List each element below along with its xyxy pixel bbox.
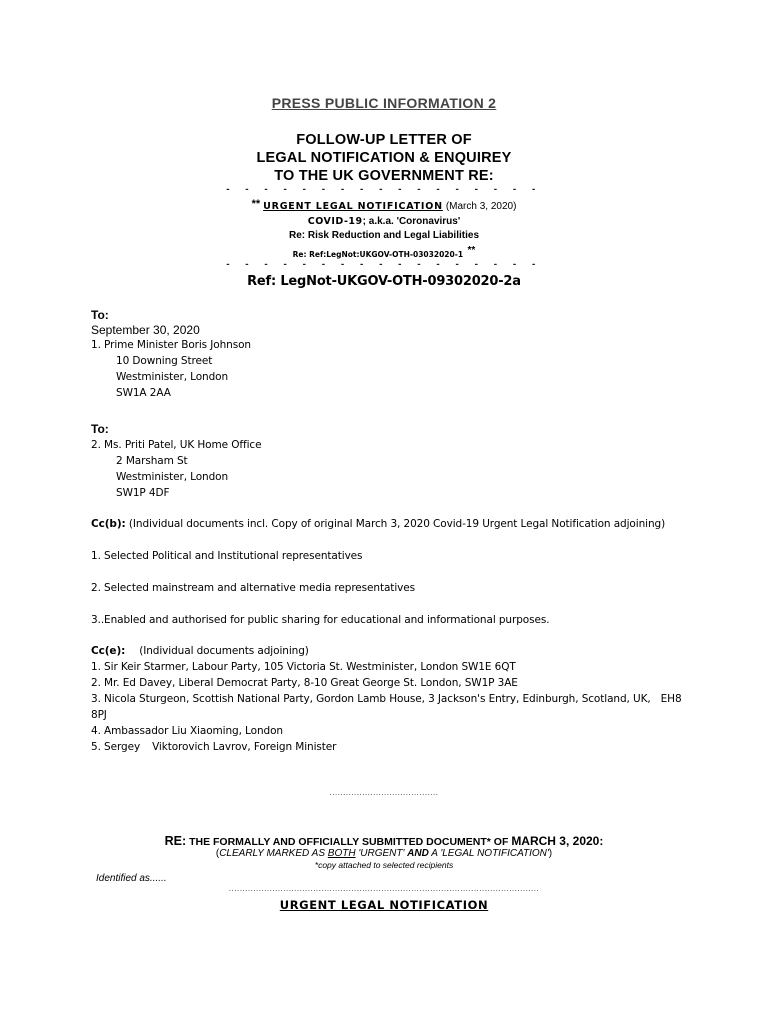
clearly-text-2: 'URGENT': [355, 848, 408, 859]
cce-item-postcode: EH8: [660, 693, 682, 705]
reference-number: Ref: LegNot-UKGOV-OTH-09302020-2a: [247, 274, 521, 289]
to-label: To:: [91, 308, 109, 322]
dotted-line: ..................................................................................................................: [228, 884, 540, 893]
clearly-marked-line: [0, 848, 768, 859]
covid-line: [0, 216, 768, 227]
urgent-date: (March 3, 2020): [445, 201, 517, 212]
document-title: PRESS PUBLIC INFORMATION 2: [271, 95, 497, 111]
clearly-and: AND: [407, 848, 429, 859]
recipient-block-2: [91, 422, 261, 501]
ccb-item: 1. Selected Political and Institutional representatives: [91, 550, 363, 562]
dash-divider-top: - - - - - - - - - - - - - - - - -: [226, 184, 542, 195]
urgent-label: URGENT LEGAL NOTIFICATION: [263, 201, 443, 212]
clearly-both: BOTH: [327, 848, 356, 859]
old-ref: Re: Ref:LegNot:UKGOV-OTH-03032020-1: [292, 250, 464, 259]
ccb-item: 2. Selected mainstream and alternative media representatives: [91, 582, 415, 594]
ccb-line: [91, 516, 731, 532]
followup-line-1: FOLLOW-UP LETTER OF: [296, 132, 472, 148]
urgent-legal-notification-heading: URGENT LEGAL NOTIFICATION: [279, 898, 489, 912]
cce-item-first: 5. Sergey: [91, 741, 141, 753]
to-label: To:: [91, 422, 109, 436]
followup-line-3: TO THE UK GOVERNMENT RE:: [274, 168, 494, 184]
ccb-text: (Individual documents incl. Copy of original March 3, 2020 Covid-19 Urgent Legal Notification adjoining): [125, 518, 666, 530]
cce-item: [91, 691, 691, 707]
identified-as: Identified as......: [96, 873, 167, 884]
dotted-separator: ........................................: [329, 788, 439, 797]
cce-line: [91, 643, 309, 659]
cce-item: 2. Mr. Ed Davey, Liberal Democrat Party, 8-10 Great George St. London, SW1P 3AE: [91, 677, 518, 689]
cce-item: 4. Ambassador Liu Xiaoming, London: [91, 725, 283, 737]
urgent-notice-line: [0, 198, 768, 212]
cce-item: 1. Sir Keir Starmer, Labour Party, 105 Victoria St. Westminister, London SW1E 6QT: [91, 661, 516, 673]
re-label: RE:: [164, 834, 187, 848]
address-line: Westminister, London: [116, 471, 229, 483]
copy-note: *copy attached to selected recipients: [314, 860, 454, 870]
cce-item-text: 3. Nicola Sturgeon, Scottish National Party, Gordon Lamb House, 3 Jackson's Entry, Edinburgh, Scotland, UK,: [91, 693, 651, 705]
clearly-text-1: CLEARLY MARKED AS: [219, 848, 328, 859]
postcode: SW1P 4DF: [116, 487, 170, 499]
cce-text: (Individual documents adjoining): [139, 645, 309, 657]
paren-close: ): [548, 848, 553, 859]
cce-label: Cc(e):: [91, 645, 126, 657]
cce-item: [91, 739, 336, 755]
cce-item-postcode-cont: 8PJ: [91, 709, 107, 721]
re-text: THE FORMALLY AND OFFICIALLY SUBMITTED DOCUMENT* OF: [186, 836, 512, 848]
followup-heading: [0, 131, 768, 185]
cce-item-rest: Viktorovich Lavrov, Foreign Minister: [152, 741, 337, 753]
recipient-name: 2. Ms. Priti Patel, UK Home Office: [91, 439, 262, 451]
dash-divider-bottom: - - - - - - - - - - - - - - - - -: [226, 259, 542, 270]
address-line: 2 Marsham St: [116, 455, 188, 467]
recipient-name: 1. Prime Minister Boris Johnson: [91, 339, 251, 351]
paren-open: (: [215, 848, 220, 859]
ccb-label: Cc(b):: [91, 518, 126, 530]
quote-close: **: [467, 245, 476, 256]
risk-line: Re: Risk Reduction and Legal Liabilities: [288, 230, 480, 241]
address-line: 10 Downing Street: [116, 355, 213, 367]
letter-date: September 30, 2020: [91, 323, 200, 337]
recipient-block-1: [91, 308, 251, 401]
covid-bold: COVID-19: [307, 216, 363, 227]
covid-rest: ; a.k.a. 'Coronavirus': [362, 216, 461, 227]
followup-line-2: LEGAL NOTIFICATION & ENQUIREY: [256, 150, 512, 166]
ccb-item: 3..Enabled and authorised for public sharing for educational and informational purposes.: [91, 614, 550, 626]
quote-open: **: [251, 198, 261, 210]
re-date: MARCH 3, 2020:: [511, 834, 604, 848]
postcode: SW1A 2AA: [116, 387, 171, 399]
address-line: Westminister, London: [116, 371, 229, 383]
clearly-text-3: A 'LEGAL NOTIFICATION': [428, 848, 549, 859]
